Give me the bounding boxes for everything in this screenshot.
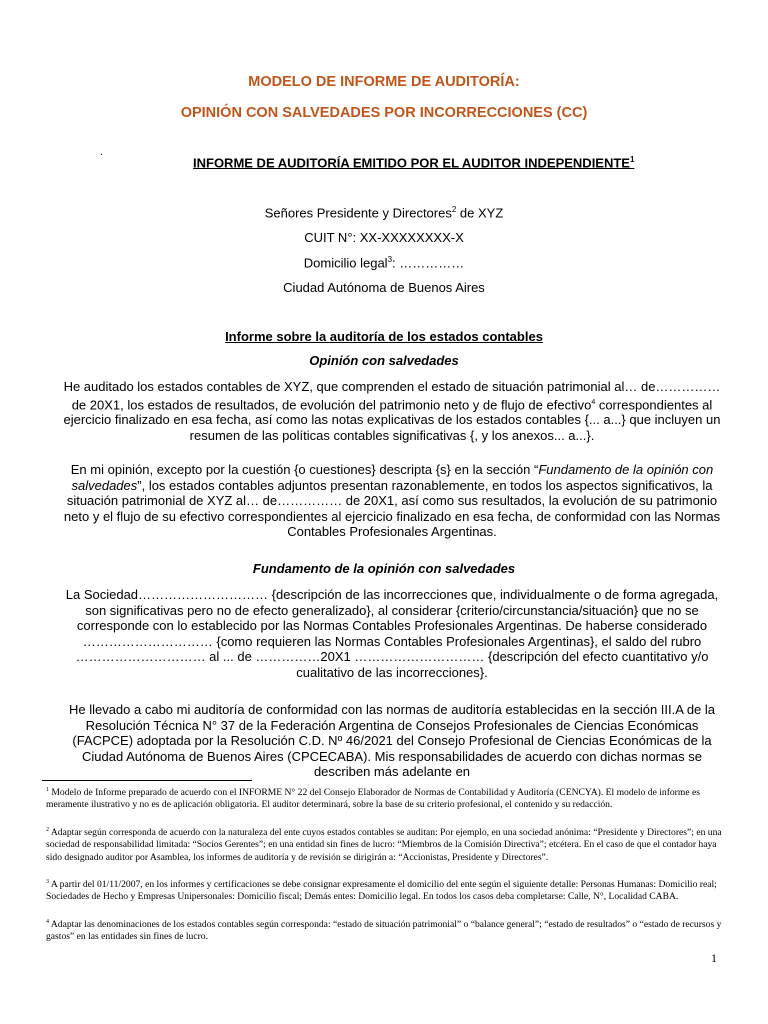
- footnote-number: 3: [46, 879, 49, 885]
- footnote-text: Modelo de Informe preparado de acuerdo con el INFORME N° 22 del Consejo Elaborador de Normas de Contabilidad y Auditoría (CENCYA). El modelo de informe es meramente ilustrativo y no es de aplicación obligatoria. El auditor determinará, sobre la base de su criterio profesional, el contenido y su redacción.: [46, 787, 700, 811]
- footnote-ref-3: 3: [387, 255, 393, 264]
- page-number: 1: [711, 951, 717, 965]
- report-heading: [193, 155, 634, 170]
- footnote-4: [46, 916, 722, 944]
- stray-dot: .: [100, 147, 103, 158]
- domicilio-value: : ……………: [392, 255, 465, 271]
- footnote-number: 1: [46, 787, 49, 793]
- footnote-1: [46, 784, 722, 812]
- addressee-line: [0, 205, 768, 220]
- section-heading-fundamento: Fundamento de la opinión con salvedades: [252, 561, 516, 576]
- paragraph-opinion-italic: Fundamento de la opinión con salvedades: [71, 462, 714, 493]
- report-heading-text: INFORME DE AUDITORÍA EMITIDO POR EL AUDITOR INDEPENDIENTE: [193, 155, 630, 171]
- addressee-text: Señores Presidente y Directores: [264, 205, 452, 221]
- paragraph-audited-b: correspondientes al ejercicio finalizado en esa fecha, así como las notas explicativas de los estados contables {... a...} que incluyen un resumen de las políticas contables significativas {, y los anexos... a...}.: [63, 396, 721, 443]
- paragraph-fundamento: La Sociedad………………………… {descripción de las incorrecciones que, individualmente o de forma agregada, son significativas pero no de efecto generalizado}, al considerar {criterio/circunstancia/situación} que no se corresponde con lo establecido por las Normas Contables Profesionales Argentinas. De haberse considerado ………………………… {como requieren las Normas Contables Profesionales Argentinas}, el saldo del rubro ………………………… al ... de ……………20X1 ………………………… {descripción del efecto cuantitativo y/o cualitativo de las incorrecciones}.: [65, 587, 719, 680]
- footnote-text: Adaptar las denominaciones de los estados contables según corresponda: “estado de situación patrimonial” o “balance general”; “estado de resultados” o “estado de recursos y gastos” en las entidades sin fines de lucro.: [46, 919, 722, 943]
- footnote-separator: [42, 780, 252, 781]
- domicilio-label: Domicilio legal: [303, 255, 388, 271]
- paragraph-opinion-a: En mi opinión, excepto por la cuestión {o cuestiones} descripta {s} en la sección “: [70, 462, 539, 477]
- domicilio-line: [0, 255, 768, 270]
- footnote-2: [46, 824, 722, 864]
- paragraph-opinion: [62, 462, 722, 540]
- document-subtitle: OPINIÓN CON SALVEDADES POR INCORRECCIONES (CC): [180, 105, 588, 121]
- section-heading-opinion: Opinión con salvedades: [309, 353, 459, 368]
- footnote-ref-4: 4: [591, 398, 596, 406]
- document-title: MODELO DE INFORME DE AUDITORÍA:: [248, 74, 520, 90]
- footnote-number: 2: [46, 827, 49, 833]
- footnote-3: [46, 876, 722, 904]
- footnote-ref-1: 1: [629, 155, 635, 164]
- paragraph-audited-a: He auditado los estados contables de XYZ, que comprenden el estado de situación patrimonial al… de…………… de 20X1, los estados de resultados, de evolución del patrimonio neto y de flujo de efectivo: [63, 379, 721, 412]
- paragraph-normas: He llevado a cabo mi auditoría de conformidad con las normas de auditoría establecidas en la sección III.A de la Resolución Técnica N° 37 de la Federación Argentina de Consejos Profesionales de Ciencias Económicas (FACPCE) adoptada por la Resolución C.D. Nº 46/2021 del Consejo Profesional de Ciencias Económicas de la Ciudad Autónoma de Buenos Aires (CPCECABA). Mis responsabilidades de acuerdo con dichas normas se describen más adelante en: [68, 702, 716, 779]
- footnote-text: Adaptar según corresponda de acuerdo con la naturaleza del ente cuyos estados contables se auditan: Por ejemplo, en una sociedad anónima: “Presidente y Directores”; en una sociedad de responsabilidad limitada: “Socios Gerentes”; en una entidad sin fines de lucro: “Miembros de la Comisión Directiva”; etcétera. En el caso de que el contador haya sido designado auditor por Asamblea, los informes de auditoría y de revisión se dirigirán a: “Accionistas, Presidente y Directores”.: [46, 827, 722, 863]
- cuit-line: CUIT N°: XX-XXXXXXXX-X: [304, 230, 464, 245]
- footnote-text: A partir del 01/11/2007, en los informes y certificaciones se debe consignar expresamente el domicilio del ente según el siguiente detalle: Personas Humanas: Domicilio real; Sociedades de Hecho y Empresas Unipersonales: Domicilio fiscal; Demás entes: Domicilio legal. En todos los casos deba completarse: Calle, N°, Localidad CABA.: [46, 879, 717, 903]
- section-heading-informe: Informe sobre la auditoría de los estados contables: [225, 329, 543, 344]
- footnote-number: 4: [46, 919, 49, 925]
- paragraph-audited: [62, 379, 722, 443]
- city-line: Ciudad Autónoma de Buenos Aires: [283, 280, 485, 295]
- footnote-ref-2: 2: [451, 205, 457, 214]
- addressee-company: de XYZ: [456, 205, 504, 221]
- paragraph-opinion-b: ”, los estados contables adjuntos presentan razonablemente, en todos los aspectos significativos, la situación patrimonial de XYZ al… de…………… de 20X1, así como sus resultados, la evolución de su patrimonio neto y el flujo de su efectivo correspondientes al ejercicio finalizado en esa fecha, de conformidad con las Normas Contables Profesionales Argentinas.: [63, 477, 721, 539]
